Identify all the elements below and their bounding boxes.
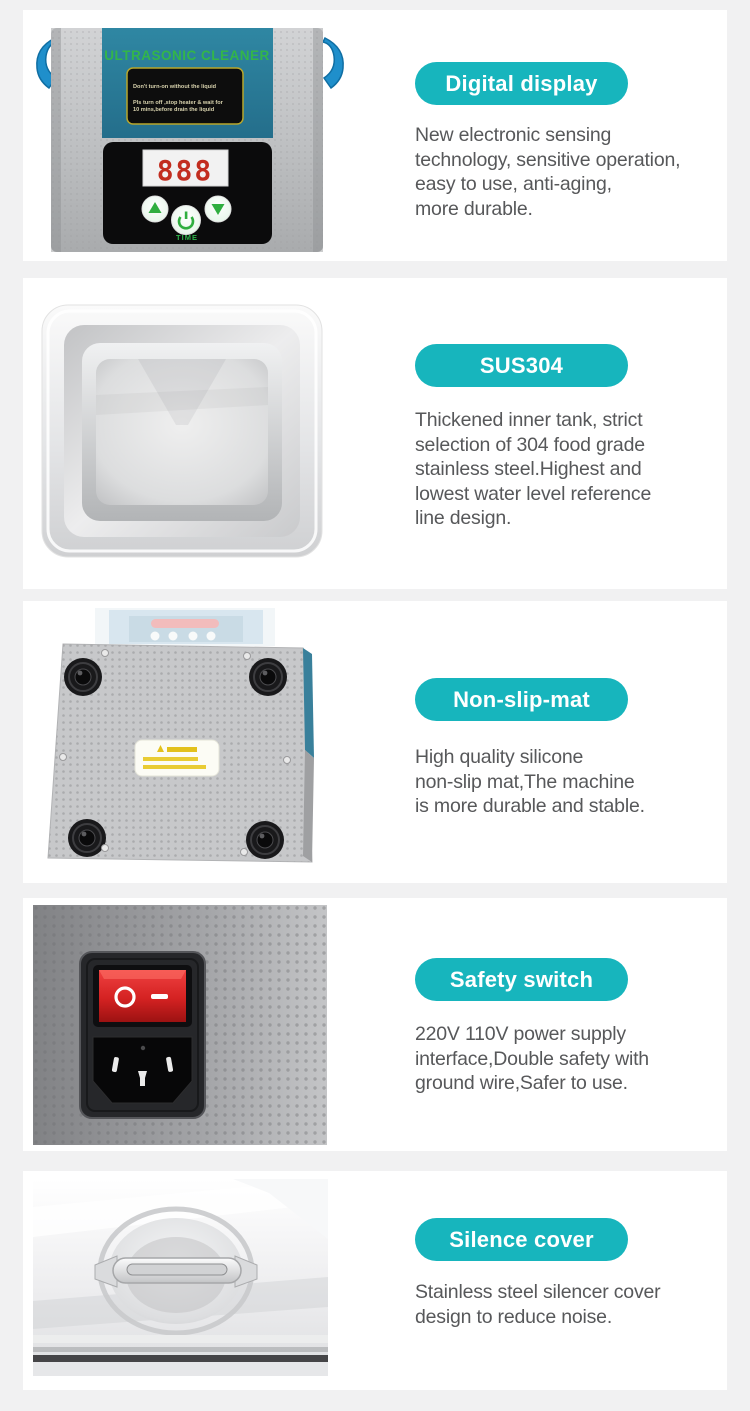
section-info (415, 898, 715, 1096)
section-sus304 (23, 278, 727, 589)
rocker-dash-mark (151, 994, 168, 999)
description-line: Stainless steel silencer cover (415, 1281, 661, 1303)
ultrasonic-cleaner-front-illustration (33, 24, 347, 252)
seven-segment-display: 888 (156, 154, 214, 187)
description-line: New electronic sensing (415, 124, 612, 146)
description-line: selection of 304 food grade (415, 433, 645, 456)
feature-description (415, 1280, 715, 1329)
section-info (415, 278, 715, 531)
lid-illustration (33, 1179, 328, 1376)
section-info (415, 1171, 715, 1329)
power-button (172, 206, 201, 235)
section-silence-cover (23, 1171, 727, 1390)
feature-pill-silence-cover: Silence cover (415, 1218, 628, 1261)
feature-pill-non-slip-mat: Non-slip-mat (415, 678, 628, 721)
faded-machine-top (95, 608, 275, 646)
section-digital-display (23, 10, 727, 261)
description-line: ground wire,Safer to use. (415, 1072, 628, 1094)
description-line: High quality silicone (415, 746, 584, 768)
warning-line-1: Don't turn-on without the liquid (133, 84, 217, 90)
time-label: TIME (176, 233, 198, 242)
rocker-switch (93, 965, 192, 1027)
down-button (205, 196, 231, 222)
section-info (415, 601, 715, 819)
brand-title: ULTRASONIC CLEANER (104, 48, 270, 63)
feature-pill-safety-switch: Safety switch (415, 958, 628, 1001)
description-line: line design. (415, 507, 512, 529)
description-line: interface,Double safety with (415, 1047, 649, 1070)
power-inlet-socket (93, 1037, 192, 1103)
warning-line-3: 10 mins,before drain the liquid (133, 107, 215, 113)
machine-bottom-photo (33, 608, 330, 876)
feature-description (415, 408, 715, 531)
feature-pill-sus304: SUS304 (415, 344, 628, 387)
stainless-tank-illustration (38, 295, 328, 570)
description-line: design to reduce noise. (415, 1305, 613, 1328)
power-switch-illustration (33, 905, 327, 1145)
power-switch-photo (33, 905, 327, 1145)
description-line: non-slip mat,The machine (415, 770, 635, 793)
description-line: stainless steel.Highest and (415, 458, 642, 480)
feature-description (415, 123, 715, 221)
feature-description (415, 745, 715, 819)
non-slip-foot (249, 658, 287, 696)
silence-cover-photo (33, 1179, 328, 1376)
warning-sticker (135, 740, 219, 776)
description-line: lowest water level reference (415, 482, 652, 505)
description-line: is more durable and stable. (415, 795, 645, 817)
section-info (415, 10, 715, 221)
feature-description (415, 1022, 715, 1096)
description-line: technology, sensitive operation, (415, 148, 681, 171)
feature-pill-digital-display: Digital display (415, 62, 628, 105)
description-line: 220V 110V power supply (415, 1023, 626, 1045)
warning-label (127, 68, 243, 124)
non-slip-foot (246, 821, 284, 859)
description-line: more durable. (415, 197, 533, 220)
inner-tank-photo (38, 295, 328, 570)
section-safety-switch (23, 898, 727, 1151)
lid-handle (95, 1209, 257, 1333)
non-slip-foot (68, 819, 106, 857)
description-line: easy to use, anti-aging, (415, 173, 612, 195)
machine-bottom-illustration (33, 608, 330, 876)
section-non-slip-mat (23, 601, 727, 883)
warning-line-2: Pls turn off ,stop heater & wait for (133, 100, 223, 106)
description-line: Thickened inner tank, strict (415, 409, 643, 431)
non-slip-foot (64, 658, 102, 696)
up-button (142, 196, 168, 222)
control-panel-photo (33, 24, 347, 252)
